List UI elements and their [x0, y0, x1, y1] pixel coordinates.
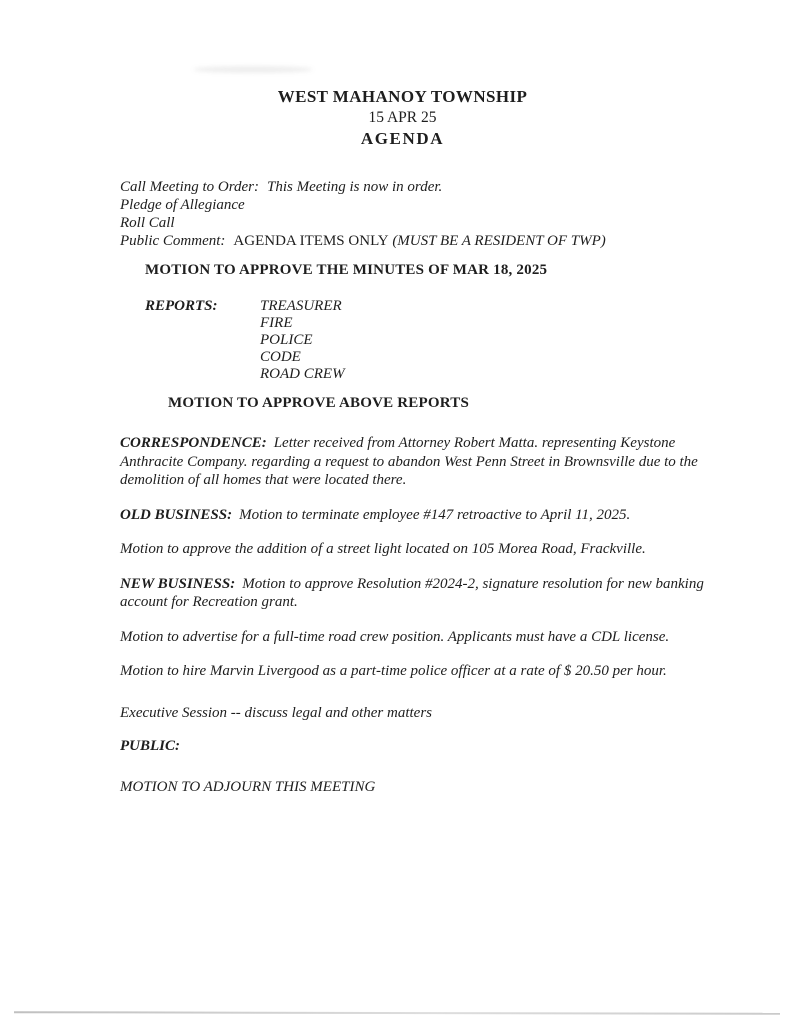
opening-items — [120, 178, 720, 250]
public-comment-note: (MUST BE A RESIDENT OF TWP) — [392, 233, 606, 249]
meeting-date: 15 APR 25 — [368, 109, 437, 126]
street-light-motion-paragraph: Motion to approve the addition of a street light located on 105 Morea Road, Frackville. — [120, 541, 646, 557]
reports-motion-heading: MOTION TO APPROVE ABOVE REPORTS — [168, 395, 469, 411]
old-business-text: Motion to terminate employee #147 retroactive to April 11, 2025. — [239, 506, 631, 523]
new-business-text: Motion to approve Resolution #2024-2, signature resolution for new banking account for Recreation grant. — [120, 575, 704, 610]
new-business-label: NEW BUSINESS: — [120, 575, 236, 592]
minutes-motion-heading: MOTION TO APPROVE THE MINUTES OF MAR 18, 2025 — [145, 262, 548, 278]
pledge-line: Pledge of Allegiance — [120, 197, 245, 213]
report-item-treasurer: TREASURER — [260, 298, 342, 314]
public-heading: PUBLIC: — [120, 737, 180, 754]
public-comment-line — [120, 232, 720, 250]
township-title: WEST MAHANOY TOWNSHIP — [277, 87, 528, 106]
new-business-paragraph — [120, 575, 705, 612]
reports-label: REPORTS: — [145, 298, 218, 314]
reports-section — [120, 298, 720, 383]
report-item-fire: FIRE — [260, 315, 293, 331]
correspondence-paragraph — [120, 434, 705, 490]
executive-session-line: Executive Session -- discuss legal and other matters — [120, 704, 433, 721]
report-item-code: CODE — [260, 349, 301, 365]
document-content — [120, 0, 720, 796]
police-hire-motion-paragraph: Motion to hire Marvin Livergood as a part-time police officer at a rate of $ 20.50 per hour. — [120, 663, 667, 679]
call-to-order-text: This Meeting is now in order. — [267, 179, 443, 195]
correspondence-text: Letter received from Attorney Robert Matta. representing Keystone Anthracite Company. regarding a request to abandon West Penn Street in Brownsville due to the demolition of all homes that were located there. — [120, 435, 698, 488]
old-business-paragraph — [120, 506, 705, 525]
scan-artifact-line — [14, 1011, 780, 1015]
public-comment-label: Public Comment: — [120, 233, 226, 249]
report-item-police: POLICE — [260, 332, 313, 348]
reports-list — [260, 298, 345, 383]
call-to-order-line — [120, 178, 720, 196]
report-item-road-crew: ROAD CREW — [260, 366, 345, 382]
call-to-order-label: Call Meeting to Order: — [120, 179, 260, 195]
adjourn-motion-line: MOTION TO ADJOURN THIS MEETING — [120, 778, 376, 795]
doc-type-heading: AGENDA — [360, 129, 445, 148]
correspondence-label: CORRESPONDENCE: — [120, 435, 267, 451]
road-crew-motion-paragraph: Motion to advertise for a full-time road crew position. Applicants must have a CDL license. — [120, 628, 670, 645]
document-header — [120, 86, 685, 150]
roll-call-line: Roll Call — [120, 215, 175, 231]
public-comment-text: AGENDA ITEMS ONLY — [233, 233, 389, 249]
old-business-label: OLD BUSINESS: — [120, 506, 233, 523]
